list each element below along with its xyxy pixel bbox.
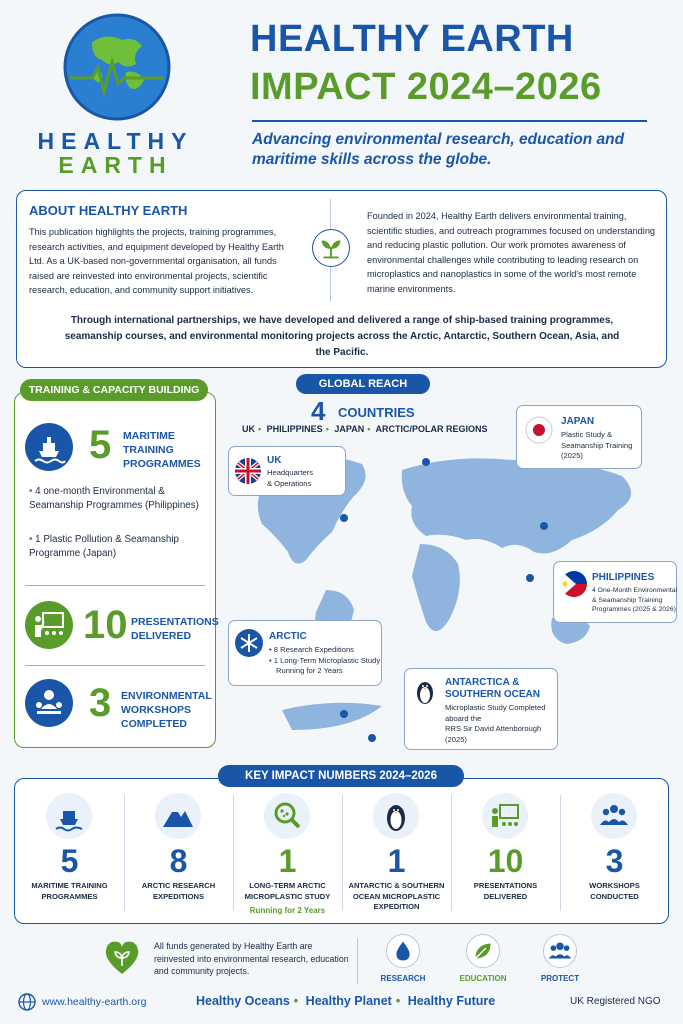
- heart-leaf-icon: [102, 938, 142, 976]
- presentations-label: PRESENTATIONS DELIVERED: [131, 616, 219, 642]
- key-impact-label: LONG-TERM ARCTIC MICROPLASTIC STUDY: [244, 881, 331, 901]
- page-title-line-2: IMPACT 2024–2026: [250, 66, 602, 108]
- maritime-bullet-1: • 4 one-month Environmental & Seamanship Programmes (Philippines): [29, 486, 199, 511]
- motto: Healthy Oceans • Healthy Planet • Healthy Future: [196, 994, 496, 1008]
- japan-title: JAPAN: [561, 416, 595, 427]
- magnifier-icon: [264, 793, 310, 839]
- callout-uk: [228, 446, 346, 496]
- key-impact-separator: [560, 795, 561, 911]
- people-icon: [25, 679, 73, 727]
- water-drop-icon: [386, 934, 420, 968]
- key-impact-item: [15, 779, 124, 925]
- key-impact-number: 5: [60, 843, 79, 879]
- japan-flag-icon: [525, 416, 553, 444]
- training-section: [14, 392, 219, 748]
- ship-icon: [46, 793, 92, 839]
- key-impact-item: [451, 779, 560, 925]
- training-divider-2: [25, 665, 205, 666]
- key-impact-heading: KEY IMPACT NUMBERS 2024–2026: [218, 765, 464, 787]
- training-heading: TRAINING & CAPACITY BUILDING: [20, 379, 208, 401]
- presentations-number: 10: [83, 603, 128, 647]
- about-section: [16, 190, 667, 368]
- penguin-icon: [373, 793, 419, 839]
- callout-antarctica: [404, 668, 558, 750]
- workshops-label: ENVIRONMENTAL WORKSHOPS COMPLETED: [121, 690, 212, 730]
- key-impact-item: [342, 779, 451, 925]
- key-impact-label: ARCTIC RESEARCH EXPEDITIONS: [141, 881, 216, 901]
- key-impact-number: 8: [169, 843, 188, 879]
- penguin-icon: [411, 677, 439, 705]
- logo-wordmark-top: HEALTHY: [37, 128, 194, 154]
- leaf-icon: [466, 934, 500, 968]
- pillar-education: EDUCATION: [459, 974, 507, 983]
- key-impact-number: 10: [487, 843, 524, 879]
- ship-icon: [25, 423, 73, 471]
- arctic-title: ARCTIC: [269, 631, 307, 642]
- funds-statement: All funds generated by Healthy Earth are reinvested into environmental research, education and community projects.: [154, 941, 349, 976]
- global-reach-heading: GLOBAL REACH: [296, 374, 430, 394]
- tagline: Advancing environmental research, education and maritime skills across the globe.: [252, 131, 625, 168]
- key-impact-separator: [124, 795, 125, 911]
- key-impact-item: [124, 779, 233, 925]
- maritime-label: MARITIME TRAINING PROGRAMMES: [123, 430, 201, 470]
- people-icon: [543, 934, 577, 968]
- callout-philippines: [553, 561, 677, 623]
- key-impact-label: WORKSHOPS CONDUCTED: [589, 881, 640, 901]
- callout-arctic: [228, 620, 382, 686]
- key-impact-section: [14, 778, 669, 924]
- key-impact-label: MARITIME TRAINING PROGRAMMES: [31, 881, 108, 901]
- key-impact-label: PRESENTATIONS DELIVERED: [473, 881, 538, 901]
- antarctica-title: ANTARCTICA & SOUTHERN OCEAN: [445, 677, 541, 700]
- presentation-icon: [482, 793, 528, 839]
- maritime-programmes-number: 5: [89, 423, 112, 467]
- key-impact-number: 3: [605, 843, 624, 879]
- pillar-protect: PROTECT: [540, 974, 580, 983]
- training-divider-1: [25, 585, 205, 586]
- key-impact-sublabel: Running for 2 Years: [249, 906, 326, 915]
- japan-desc: Plastic Study & Seamanship Training (2025): [561, 430, 633, 460]
- key-impact-item: [560, 779, 669, 925]
- registration-label: UK Registered NGO: [570, 996, 661, 1007]
- website-link[interactable]: www.healthy-earth.org: [42, 996, 147, 1008]
- workshops-number: 3: [89, 681, 112, 725]
- maritime-bullet-2: • 1 Plastic Pollution & Seamanship Programme (Japan): [29, 534, 179, 559]
- antarctica-desc: Microplastic Study Completed aboard the RRS Sir David Attenborough (2025): [445, 703, 546, 744]
- key-impact-separator: [342, 795, 343, 911]
- logo-wordmark-bottom: EARTH: [58, 152, 173, 178]
- uk-flag-icon: [234, 457, 262, 485]
- snowflake-icon: [235, 629, 263, 657]
- key-impact-number: 1: [387, 843, 406, 879]
- key-impact-item: [233, 779, 342, 925]
- healthy-earth-globe-logo-icon: [62, 12, 172, 122]
- presentation-icon: [25, 601, 73, 649]
- countries-list: UK • PHILIPPINES • JAPAN • ARCTIC/POLAR REGIONS: [242, 424, 488, 434]
- key-impact-separator: [451, 795, 452, 911]
- uk-title: UK: [267, 455, 282, 466]
- footer-divider: [357, 938, 358, 984]
- philippines-desc: 4 One-Month Environmental & Seamanship Training Programmes (2025 & 2026): [592, 587, 678, 613]
- people-icon: [591, 793, 637, 839]
- countries-label: COUNTRIES: [338, 405, 415, 420]
- arctic-desc: • 8 Research Expeditions • 1 Long-Term Microplastic Study Running for 2 Years: [269, 645, 381, 675]
- about-title: ABOUT HEALTHY EARTH: [29, 203, 188, 218]
- key-impact-separator: [233, 795, 234, 911]
- key-impact-label: ANTARCTIC & SOUTHERN OCEAN MICROPLASTIC EXPEDITION: [348, 881, 445, 911]
- pillar-research: RESEARCH: [380, 974, 426, 983]
- mountain-icon: [155, 793, 201, 839]
- uk-desc: Headquarters & Operations: [267, 468, 314, 488]
- callout-japan: [516, 405, 642, 469]
- philippines-title: PHILIPPINES: [592, 572, 655, 583]
- leaf-icon: [312, 229, 350, 267]
- about-right-text: Founded in 2024, Healthy Earth delivers environmental training, scientific studies, and outreach programmes focused on understanding and reducing plastic pollution. Our work promotes awareness of environmental challenges while contributing to leading research on microplastics and nanoplastics in some of the world's most remote marine environments.: [367, 211, 656, 294]
- about-left-text: This publication highlights the projects, training programmes, research activities, and equipment developed by Healthy Earth Ltd. As a UK-based non-governmental organisation, all funds raised are reinvested into environmental projects, scientific research, education, and community support initiatives.: [29, 227, 284, 295]
- title-divider: [252, 120, 647, 122]
- about-partnership-text: Through international partnerships, we have developed and delivered a range of ship-based training programmes, seamanship courses, and environmental monitoring projects across the Arctic, Antarctic, Southern Ocean, Asia, and the Pacific.: [64, 315, 620, 358]
- philippines-flag-icon: [560, 570, 588, 598]
- countries-number: 4: [311, 396, 326, 426]
- globe-icon: [18, 993, 36, 1011]
- page-title-line-1: HEALTHY EARTH: [250, 18, 574, 60]
- key-impact-number: 1: [278, 843, 297, 879]
